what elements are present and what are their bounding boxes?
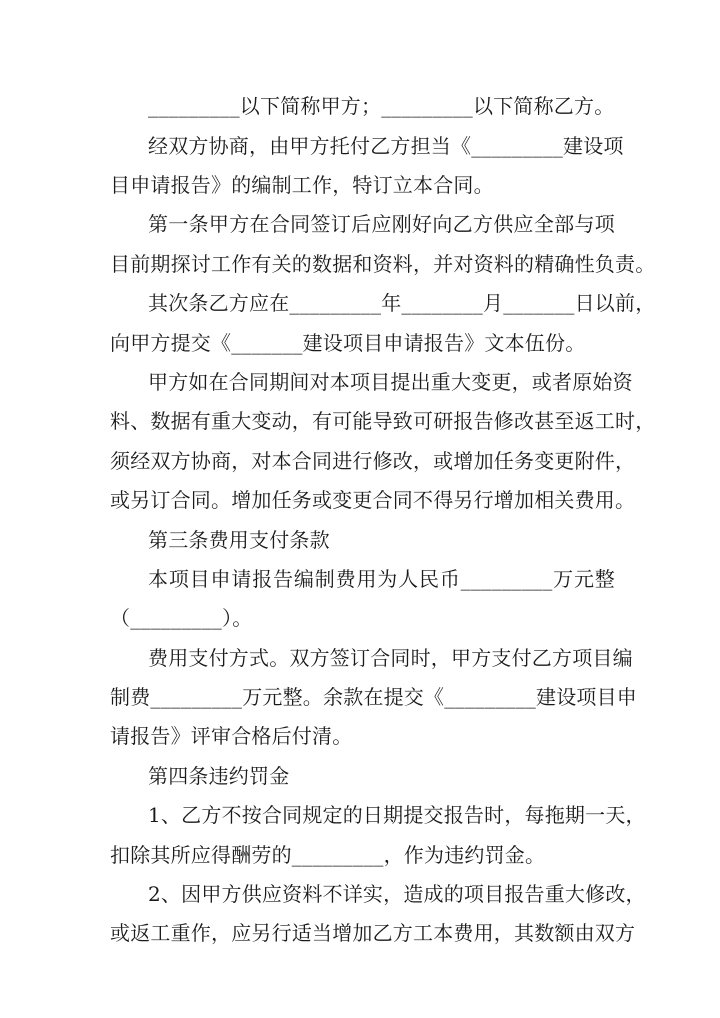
text-line: 须经双方协商，对本合同进行修改，或增加任务变更附件，: [110, 449, 636, 473]
text-line: 料、数据有重大变动，有可能导致可研报告修改甚至返工时，: [110, 409, 656, 433]
text-line: _________以下简称甲方；_________以下简称乙方。: [148, 94, 615, 118]
text-line: 目前期探讨工作有关的数据和资料，并对资料的精确性负责。: [110, 252, 656, 276]
text-line: 或另订合同。增加任务或变更合同不得另行增加相关费用。: [110, 488, 636, 512]
text-line: 1、乙方不按合同规定的日期提交报告时，每拖期一天，: [148, 803, 646, 827]
text-line: 扣除其所应得酬劳的_________，作为违约罚金。: [110, 843, 546, 867]
text-line: 请报告》评审合格后付清。: [110, 724, 353, 748]
section-heading: 第三条费用支付条款: [148, 528, 330, 552]
text-line: 或返工重作，应另行适当增加乙方工本费用，其数额由双方: [110, 921, 636, 945]
text-line: 2、因甲方供应资料不详实，造成的项目报告重大修改，: [148, 882, 646, 906]
text-line: 其次条乙方应在_________年________月_______日以前，: [148, 291, 656, 315]
text-line: 目申请报告》的编制工作，特订立本合同。: [110, 173, 494, 197]
text-line: 制费_________万元整。余款在提交《_________建设项目申: [110, 685, 637, 709]
section-heading: 第四条违约罚金: [148, 764, 290, 788]
text-line: 本项目申请报告编制费用为人民币_________万元整: [148, 567, 615, 591]
text-line: 向甲方提交《_______建设项目申请报告》文本伍份。: [110, 331, 586, 355]
text-line: 甲方如在合同期间对本项目提出重大变更，或者原始资: [148, 370, 633, 394]
text-line: 第一条甲方在合同签订后应刚好向乙方供应全部与项: [148, 212, 615, 236]
text-line: （_________）。: [110, 606, 253, 630]
text-line: 费用支付方式。双方签订合同时，甲方支付乙方项目编: [148, 646, 633, 670]
text-line: 经双方协商，由甲方托付乙方担当《_________建设项: [148, 134, 624, 158]
